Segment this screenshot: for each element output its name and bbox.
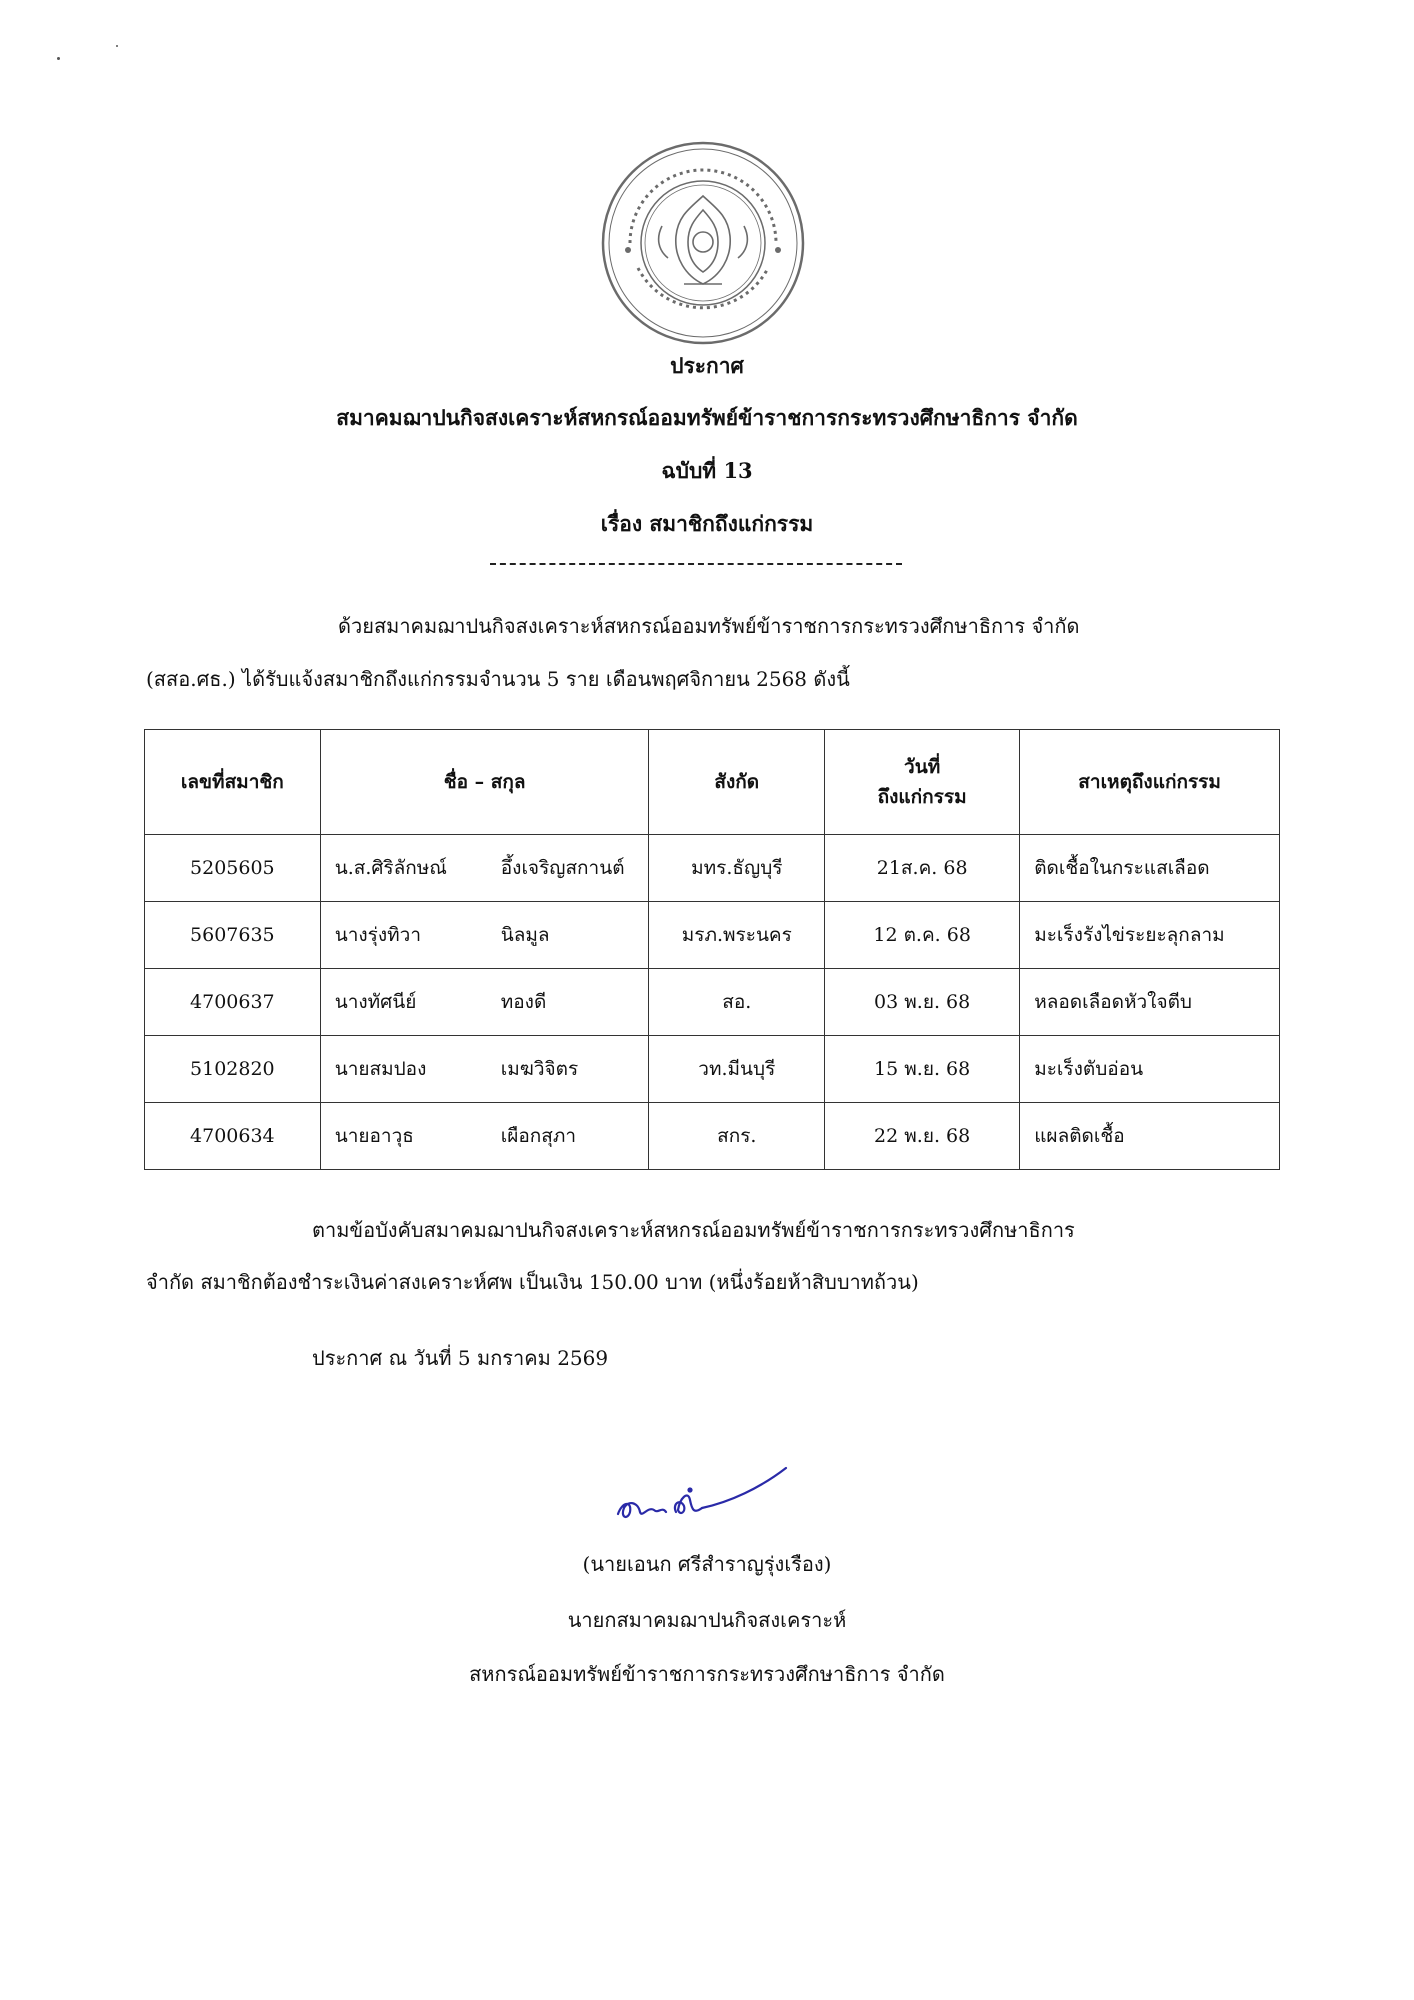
member-id-cell: 4700637	[145, 969, 321, 1036]
last-name: เมฆวิจิตร	[500, 1058, 579, 1080]
signatory-title: นายกสมาคมฌาปนกิจสงเคราะห์	[567, 1608, 847, 1632]
organization-heading: สมาคมฌาปนกิจสงเคราะห์สหกรณ์ออมทรัพย์ข้าราชการกระทรวงศึกษาธิการ จำกัด	[336, 405, 1078, 430]
table-row	[145, 1103, 1280, 1170]
deceased-members-table	[144, 729, 1280, 1170]
cause-cell: หลอดเลือดหัวใจตีบ	[1020, 969, 1280, 1036]
name-cell	[320, 835, 649, 902]
name-cell	[320, 902, 649, 969]
last-name: เผือกสุภา	[500, 1125, 577, 1147]
date-cell: 03 พ.ย. 68	[825, 969, 1020, 1036]
signatory-name: (นายเอนก ศรีสำราญรุ่งเรือง)	[582, 1552, 832, 1576]
affiliation-cell: สกร.	[649, 1103, 825, 1170]
first-name: นางทัศนีย์	[334, 991, 417, 1013]
first-name: น.ส.ศิริลักษณ์	[334, 857, 447, 879]
table-header-row	[145, 730, 1280, 835]
date-cell: 12 ต.ค. 68	[825, 902, 1020, 969]
table-row	[145, 1036, 1280, 1103]
cause-cell: มะเร็งรังไข่ระยะลุกลาม	[1020, 902, 1280, 969]
date-cell: 15 พ.ย. 68	[825, 1036, 1020, 1103]
header-date	[825, 730, 1020, 835]
first-name: นางรุ่งทิวา	[334, 924, 421, 946]
table-row	[145, 835, 1280, 902]
date-cell: 22 พ.ย. 68	[825, 1103, 1020, 1170]
date-cell: 21ส.ค. 68	[825, 835, 1020, 902]
name-cell	[320, 1036, 649, 1103]
association-seal	[598, 138, 808, 348]
affiliation-cell: มทร.ธัญบุรี	[649, 835, 825, 902]
table-row	[145, 902, 1280, 969]
affiliation-cell: สอ.	[649, 969, 825, 1036]
member-id-cell: 5102820	[145, 1036, 321, 1103]
cause-cell: มะเร็งตับอ่อน	[1020, 1036, 1280, 1103]
header-name: ชื่อ – สกุล	[320, 730, 649, 835]
subject-heading: เรื่อง สมาชิกถึงแก่กรรม	[600, 511, 814, 536]
member-id-cell: 5205605	[145, 835, 321, 902]
announcement-heading: ประกาศ	[670, 353, 744, 378]
member-id-cell: 5607635	[145, 902, 321, 969]
first-name: นายอาวุธ	[334, 1125, 414, 1147]
announcement-date: ประกาศ ณ วันที่ 5 มกราคม 2569	[312, 1346, 609, 1370]
dashed-divider	[490, 563, 902, 565]
signatory-organization: สหกรณ์ออมทรัพย์ข้าราชการกระทรวงศึกษาธิการ จำกัด	[469, 1662, 945, 1686]
name-cell	[320, 969, 649, 1036]
cause-cell: แผลติดเชื้อ	[1020, 1103, 1280, 1170]
header-date-line-1: วันที่	[904, 756, 941, 778]
regulation-line-2: จำกัด สมาชิกต้องชำระเงินค่าสงเคราะห์ศพ เป็นเงิน 150.00 บาท (หนึ่งร้อยห้าสิบบาทถ้วน)	[146, 1270, 919, 1294]
issue-number: ฉบับที่ 13	[661, 458, 753, 483]
handwritten-signature	[610, 1462, 790, 1532]
first-name: นายสมปอง	[334, 1058, 427, 1080]
header-member-id: เลขที่สมาชิก	[145, 730, 321, 835]
header-affiliation: สังกัด	[649, 730, 825, 835]
intro-line-1: ด้วยสมาคมฌาปนกิจสงเคราะห์สหกรณ์ออมทรัพย์ข้าราชการกระทรวงศึกษาธิการ จำกัด	[338, 614, 1080, 638]
affiliation-cell: มรภ.พระนคร	[649, 902, 825, 969]
affiliation-cell: วท.มีนบุรี	[649, 1036, 825, 1103]
header-cause: สาเหตุถึงแก่กรรม	[1020, 730, 1280, 835]
table-row	[145, 969, 1280, 1036]
scan-speck	[57, 57, 60, 60]
intro-line-2: (สสอ.ศธ.) ได้รับแจ้งสมาชิกถึงแก่กรรมจำนวน 5 ราย เดือนพฤศจิกายน 2568 ดังนี้	[146, 667, 850, 691]
name-cell	[320, 1103, 649, 1170]
regulation-line-1: ตามข้อบังคับสมาคมฌาปนกิจสงเคราะห์สหกรณ์ออมทรัพย์ข้าราชการกระทรวงศึกษาธิการ	[312, 1218, 1075, 1242]
last-name: ทองดี	[500, 991, 547, 1013]
cause-cell: ติดเชื้อในกระแสเลือด	[1020, 835, 1280, 902]
last-name: อึ้งเจริญสกานต์	[500, 857, 625, 879]
scan-speck	[116, 45, 118, 47]
member-id-cell: 4700634	[145, 1103, 321, 1170]
last-name: นิลมูล	[500, 924, 550, 946]
header-date-line-2: ถึงแก่กรรม	[877, 786, 967, 808]
